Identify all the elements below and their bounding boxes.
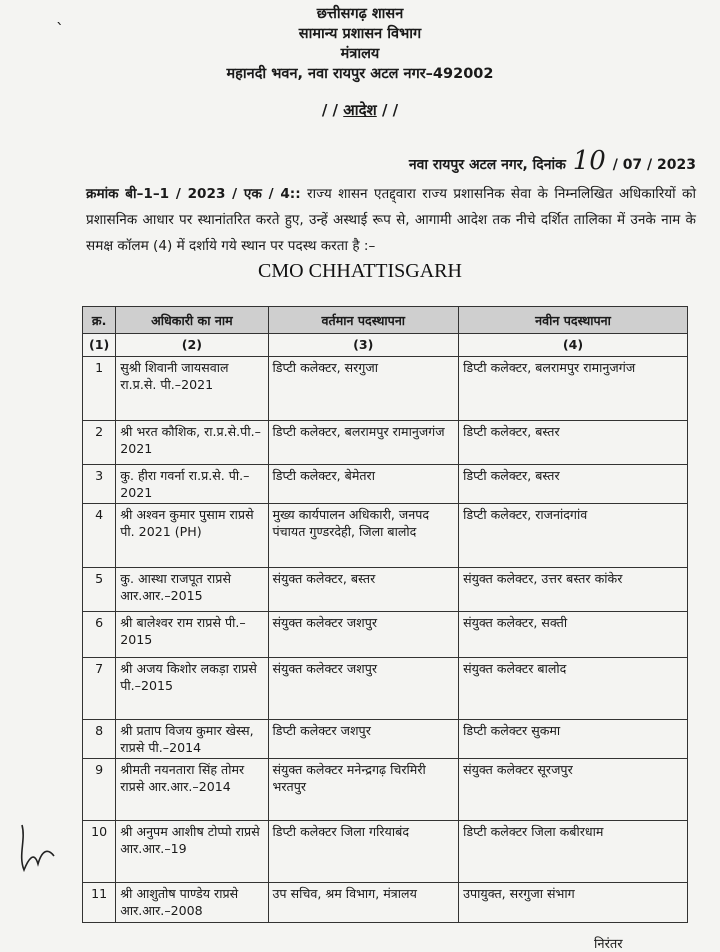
table-row: [83, 421, 688, 465]
serial-cell: 3: [83, 465, 116, 504]
serial-cell: 10: [83, 821, 116, 883]
col-num-2: (2): [116, 334, 268, 357]
serial-cell: 6: [83, 612, 116, 658]
serial-cell: 4: [83, 504, 116, 568]
serial-cell: 1: [83, 357, 116, 421]
header-current-posting: वर्तमान पदस्थापना: [268, 307, 459, 334]
officer-name-cell: श्री अजय किशोर लकड़ा राप्रसे पी.–2015: [116, 658, 268, 720]
current-posting-cell: संयुक्त कलेक्टर जशपुर: [268, 658, 459, 720]
new-posting-cell: डिप्टी कलेक्टर, बस्तर: [459, 421, 688, 465]
new-posting-cell: डिप्टी कलेक्टर, बलरामपुर रामानुजगंज: [459, 357, 688, 421]
table-row: [83, 568, 688, 612]
header-line-2: सामान्य प्रशासन विभाग: [298, 26, 422, 42]
order-paragraph: [86, 181, 696, 259]
table-row: [83, 465, 688, 504]
new-posting-cell: संयुक्त कलेक्टर, सक्ती: [459, 612, 688, 658]
header-new-posting: नवीन पदस्थापना: [459, 307, 688, 334]
handwritten-day: 10: [572, 146, 606, 176]
header-line-4: महानदी भवन, नवा रायपुर अटल नगर–492002: [226, 66, 494, 82]
serial-cell: 5: [83, 568, 116, 612]
table-row: [83, 759, 688, 821]
order-ref-number: क्रमांक बी–1–1 / 2023 / एक / 4::: [86, 186, 301, 202]
new-posting-cell: संयुक्त कलेक्टर बालोद: [459, 658, 688, 720]
current-posting-cell: संयुक्त कलेक्टर, बस्तर: [268, 568, 459, 612]
transfer-table: [82, 306, 688, 923]
table-row: [83, 504, 688, 568]
officer-name-cell: श्री बालेश्वर राम राप्रसे पी.–2015: [116, 612, 268, 658]
current-posting-cell: संयुक्त कलेक्टर मनेन्द्रगढ़ चिरमिरी भरतपुर: [268, 759, 459, 821]
serial-cell: 2: [83, 421, 116, 465]
dateline: [409, 146, 696, 176]
new-posting-cell: डिप्टी कलेक्टर जिला कबीरधाम: [459, 821, 688, 883]
officer-name-cell: सुश्री शिवानी जायसवाल रा.प्र.से. पी.–2021: [116, 357, 268, 421]
dateline-place: नवा रायपुर अटल नगर, दिनांक: [408, 157, 566, 173]
table-row: [83, 357, 688, 421]
table-header-row: [83, 307, 688, 334]
serial-cell: 8: [83, 720, 116, 759]
order-title: [0, 100, 720, 120]
order-suffix: / /: [381, 101, 399, 119]
current-posting-cell: डिप्टी कलेक्टर जिला गरियाबंद: [268, 821, 459, 883]
new-posting-cell: संयुक्त कलेक्टर, उत्तर बस्तर कांकेर: [459, 568, 688, 612]
officer-name-cell: कु. हीरा गवर्ना रा.प्र.से. पी.–2021: [116, 465, 268, 504]
new-posting-cell: डिप्टी कलेक्टर सुकमा: [459, 720, 688, 759]
officer-name-cell: श्री आशुतोष पाण्डेय राप्रसे आर.आर.–2008: [116, 883, 268, 923]
order-body-text: राज्य शासन एतद्द्वारा राज्य प्रशासनिक सेवा के निम्नलिखित अधिकारियों को प्रशासनिक आधार पर स्थानांतरित करते हुए, उन्हें अस्थाई रूप से, आगामी आदेश तक नीचे दर्शित तालिका में उनके नाम के समक्ष कॉलम (4) में दर्शाये गये स्थान पर पदस्थ करता है :–: [86, 186, 697, 254]
current-posting-cell: डिप्टी कलेक्टर, सरगुजा: [268, 357, 459, 421]
new-posting-cell: उपायुक्त, सरगुजा संभाग: [459, 883, 688, 923]
new-posting-cell: डिप्टी कलेक्टर, बस्तर: [459, 465, 688, 504]
current-posting-cell: मुख्य कार्यपालन अधिकारी, जनपद पंचायत गुण्डरदेही, जिला बालोद: [268, 504, 459, 568]
signature-scribble: [14, 820, 64, 880]
col-num-4: (4): [459, 334, 688, 357]
header-officer-name: अधिकारी का नाम: [116, 307, 268, 334]
watermark-label: CMO CHHATTISGARH: [254, 260, 466, 282]
col-num-3: (3): [268, 334, 459, 357]
current-posting-cell: डिप्टी कलेक्टर जशपुर: [268, 720, 459, 759]
table-row: [83, 720, 688, 759]
officer-name-cell: कु. आस्था राजपूत राप्रसे आर.आर.–2015: [116, 568, 268, 612]
continued-note: निरंतर: [594, 937, 623, 952]
header-line-1: छत्तीसगढ़ शासन: [316, 6, 404, 22]
serial-cell: 7: [83, 658, 116, 720]
watermark-text: [0, 260, 720, 283]
header-serial: क्र.: [83, 307, 116, 334]
new-posting-cell: डिप्टी कलेक्टर, राजनांदगांव: [459, 504, 688, 568]
table-row: [83, 658, 688, 720]
current-posting-cell: डिप्टी कलेक्टर, बेमेतरा: [268, 465, 459, 504]
current-posting-cell: संयुक्त कलेक्टर जशपुर: [268, 612, 459, 658]
col-num-1: (1): [83, 334, 116, 357]
serial-cell: 9: [83, 759, 116, 821]
order-prefix: / /: [321, 101, 339, 119]
order-title-text: आदेश: [343, 101, 377, 119]
table-row: [83, 612, 688, 658]
current-posting-cell: उप सचिव, श्रम विभाग, मंत्रालय: [268, 883, 459, 923]
header-line-3: मंत्रालय: [340, 46, 380, 62]
officer-name-cell: श्रीमती नयनतारा सिंह तोमर राप्रसे आर.आर.–2014: [116, 759, 268, 821]
column-number-row: [83, 334, 688, 357]
serial-cell: 11: [83, 883, 116, 923]
scan-mark: ˎ: [56, 6, 64, 25]
officer-name-cell: श्री अश्वन कुमार पुसाम राप्रसे पी. 2021 (PH): [116, 504, 268, 568]
officer-name-cell: श्री अनुपम आशीष टोप्पो राप्रसे आर.आर.–19: [116, 821, 268, 883]
table-row: [83, 883, 688, 923]
current-posting-cell: डिप्टी कलेक्टर, बलरामपुर रामानुजगंज: [268, 421, 459, 465]
new-posting-cell: संयुक्त कलेक्टर सूरजपुर: [459, 759, 688, 821]
dateline-rest: / 07 / 2023: [612, 157, 696, 173]
table-row: [83, 821, 688, 883]
letterhead: [0, 4, 720, 84]
officer-name-cell: श्री भरत कौशिक, रा.प्र.से.पी.–2021: [116, 421, 268, 465]
officer-name-cell: श्री प्रताप विजय कुमार खेस्स, राप्रसे पी.–2014: [116, 720, 268, 759]
